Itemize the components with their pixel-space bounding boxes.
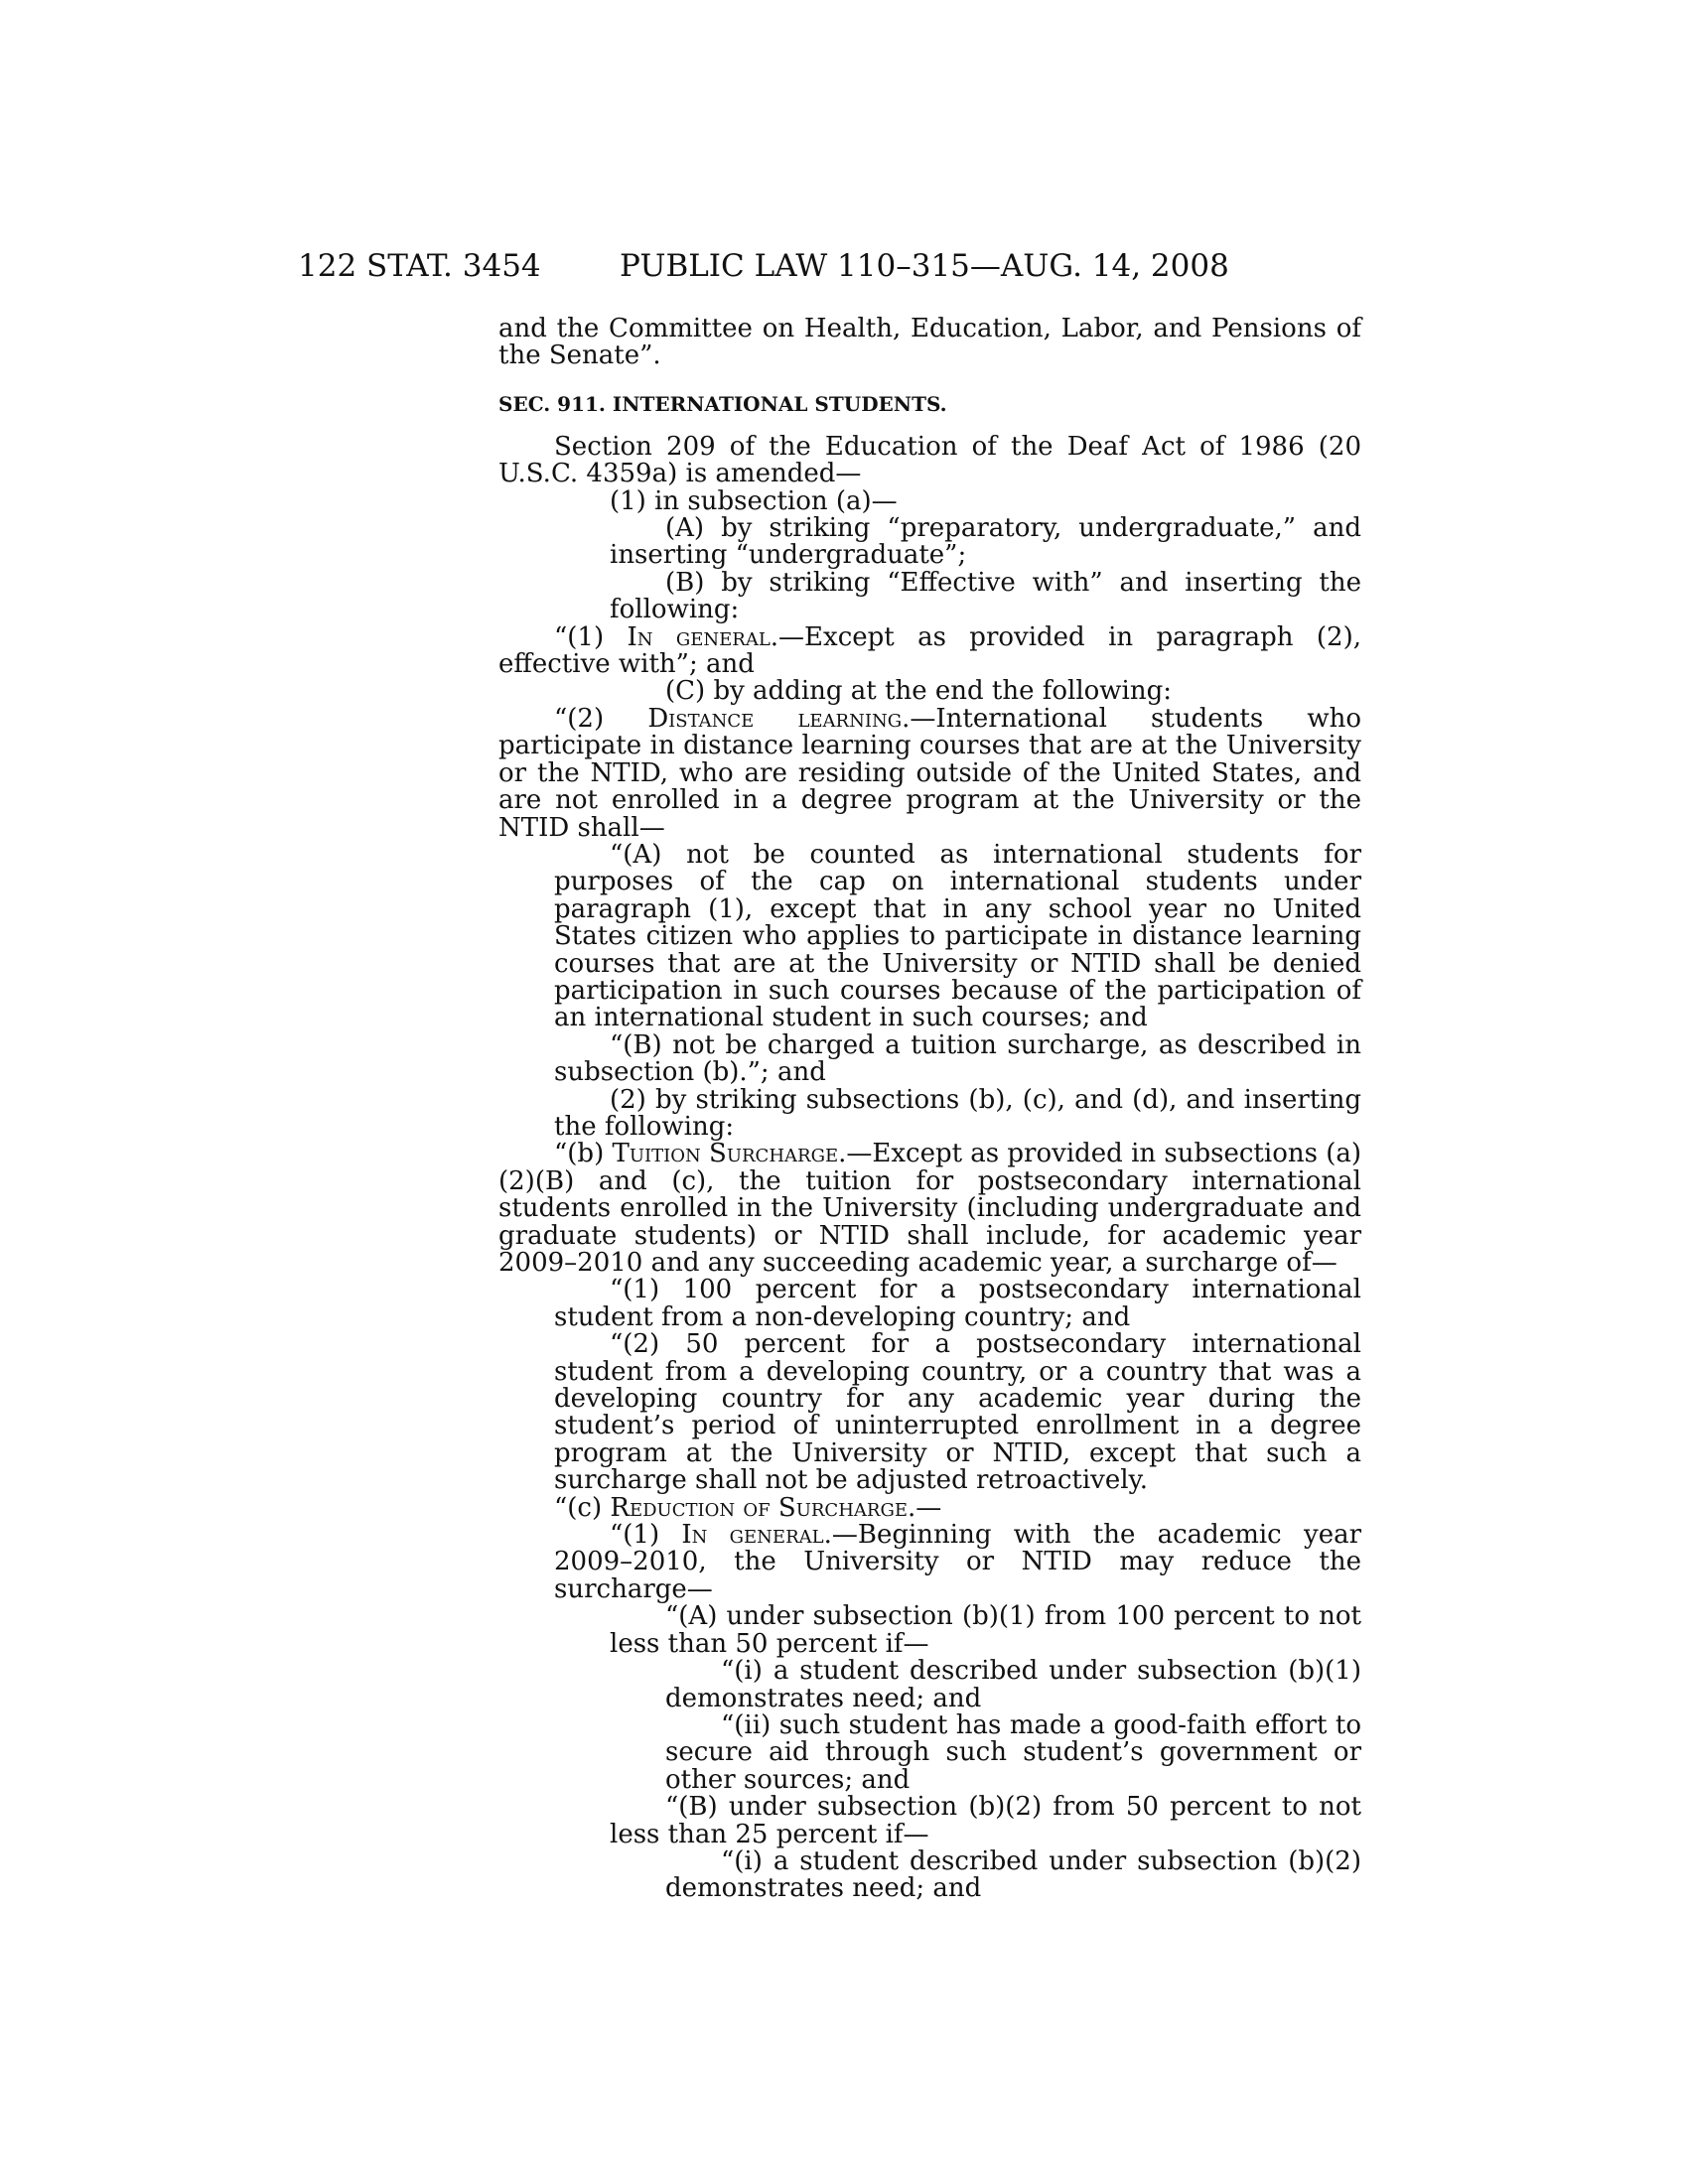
- paragraph-C-adding: (C) by adding at the end the following:: [665, 676, 1173, 707]
- run-in-heading: Tuition Surcharge: [612, 1139, 839, 1169]
- paragraph-ii-good-faith: “(ii) such student has made a good-faith effort to secure aid through such student’s government or other sources; and: [665, 1709, 1361, 1795]
- paragraph-distance-learning: “(2) Distance learning.—International students who participate in distance learning courses that are at the University or the NTID, who are residing outside of the United States, and are not enrolled in a degree program at the University or the NTID shall—: [498, 703, 1361, 843]
- public-law-title: PUBLIC LAW 110–315—AUG. 14, 2008: [620, 248, 1229, 284]
- paragraph-2-striking: (2) by striking subsections (b), (c), and (d), and inserting the following:: [554, 1084, 1361, 1142]
- paragraph-committee: and the Committee on Health, Education, Labor, and Pensions of the Senate”.: [498, 314, 1361, 371]
- run-in-heading: In general: [627, 621, 771, 652]
- run-in-heading: In general: [681, 1520, 824, 1551]
- section-heading: SEC. 911. INTERNATIONAL STUDENTS.: [498, 391, 947, 416]
- paragraph-A-not-counted: “(A) not be counted as international students for purposes of the cap on international students under paragraph (1), except that in any school year no United States citizen who applies to participate in distance learning courses that are at the University or NTID shall be denied participation in such courses because of the participation of an international student in such courses; and: [554, 839, 1361, 1033]
- paragraph-i-demonstrates-need-b2: “(i) a student described under subsection (b)(2) demonstrates need; and: [665, 1845, 1361, 1904]
- run-in-heading: Distance learning: [647, 703, 903, 734]
- paragraph-50-percent: “(2) 50 percent for a postsecondary international student from a developing country, or a country that was a developing country for any academic year during the student’s period of uninterrupted enrollment in a degree program at the University or NTID, except that such a surcharge shall not be adjusted retroactively.: [554, 1329, 1361, 1496]
- paragraph-B-under-b2: “(B) under subsection (b)(2) from 50 percent to not less than 25 percent if—: [610, 1792, 1361, 1849]
- statute-page-number: 122 STAT. 3454: [298, 248, 541, 284]
- paragraph-section-intro: Section 209 of the Education of the Deaf Act of 1986 (20 U.S.C. 4359a) is amended—: [498, 431, 1361, 489]
- paragraph-tuition-surcharge: “(b) Tuition Surcharge.—Except as provided in subsections (a)(2)(B) and (c), the tuition for postsecondary international students enrolled in the University (including undergraduate and graduate students) or NTID shall include, for academic year 2009–2010 and any succeeding academic year, a surcharge of—: [498, 1139, 1361, 1278]
- paragraph-B-not-charged: “(B) not be charged a tuition surcharge, as described in subsection (b).”; and: [554, 1029, 1361, 1088]
- paragraph-reduction-in-general: “(1) In general.—Beginning with the academic year 2009–2010, the University or NTID may reduce the surcharge—: [554, 1520, 1362, 1604]
- paragraph-in-general: “(1) In general.—Except as provided in paragraph (2), effective with”; and: [498, 621, 1361, 680]
- document-body: [498, 316, 1361, 1903]
- paragraph-A-striking: (A) by striking “preparatory, undergraduate,” and inserting “undergraduate”;: [610, 513, 1361, 571]
- paragraph-100-percent: “(1) 100 percent for a postsecondary international student from a non-developing country; and: [554, 1275, 1361, 1332]
- paragraph-reduction-of-surcharge: “(c) Reduction of Surcharge.—: [554, 1492, 942, 1523]
- run-in-heading: Reduction of Surcharge: [610, 1492, 908, 1523]
- page-header: [298, 248, 1360, 288]
- paragraph-A-under-b1: “(A) under subsection (b)(1) from 100 percent to not less than 50 percent if—: [610, 1601, 1361, 1659]
- paragraph-B-striking: (B) by striking “Effective with” and inserting the following:: [610, 567, 1361, 625]
- paragraph-1-subsection-a: (1) in subsection (a)—: [610, 485, 898, 516]
- paragraph-i-demonstrates-need: “(i) a student described under subsection (b)(1) demonstrates need; and: [665, 1656, 1361, 1713]
